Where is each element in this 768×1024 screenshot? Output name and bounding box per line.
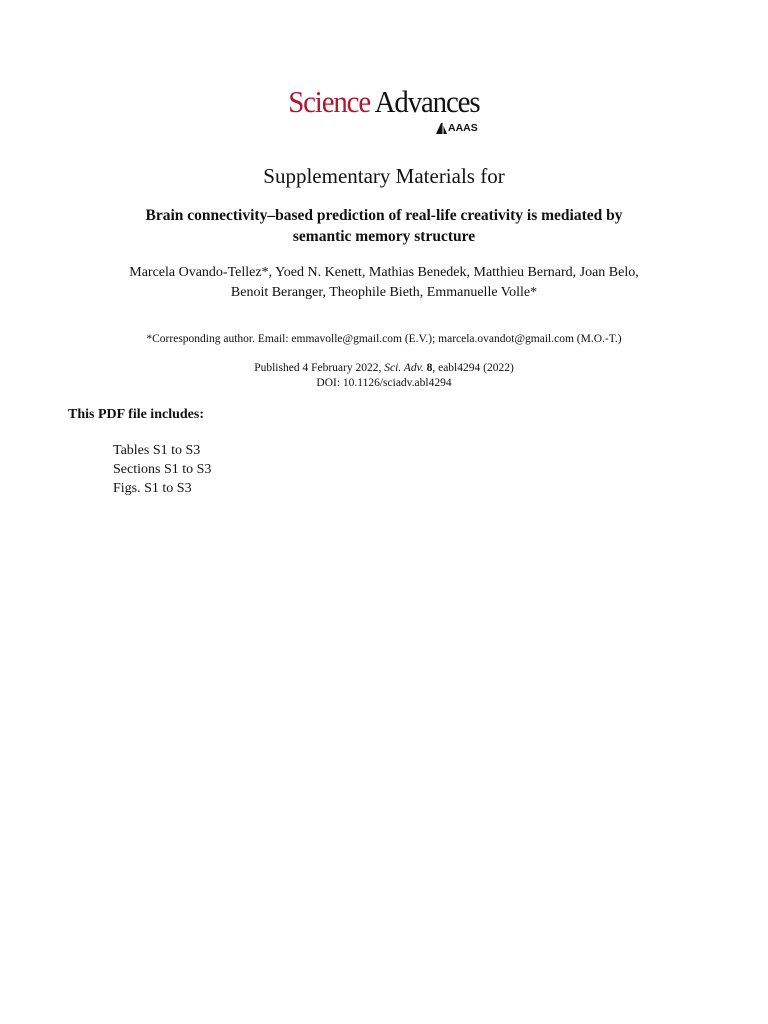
publication-line <box>0 361 768 376</box>
journal-logo <box>0 86 768 117</box>
author-list <box>0 263 768 302</box>
published-date: Published 4 February 2022, <box>254 362 385 374</box>
paper-title <box>0 205 768 247</box>
author-list-line-2: Benoit Beranger, Theophile Bieth, Emmanuelle Volle* <box>230 284 538 300</box>
includes-item: Sections S1 to S3 <box>113 462 212 477</box>
journal-volume: 8 <box>426 362 433 374</box>
paper-title-line-2: semantic memory structure <box>292 228 476 245</box>
paper-title-line-1: Brain connectivity–based prediction of real-life creativity is mediated by <box>145 207 623 224</box>
author-list-line-1: Marcela Ovando-Tellez*, Yoed N. Kenett, Mathias Benedek, Matthieu Bernard, Joan Belo, <box>129 265 639 280</box>
doi-line: DOI: 10.1126/sciadv.abl4294 <box>316 377 452 389</box>
supplementary-title: Supplementary Materials for <box>263 164 505 188</box>
journal-name-science: Science <box>288 84 371 119</box>
publisher-logo <box>436 123 478 134</box>
includes-list <box>113 441 211 498</box>
includes-item: Figs. S1 to S3 <box>113 481 192 496</box>
journal-name-advances: Advances <box>374 84 480 119</box>
aaas-mark-icon <box>436 123 447 134</box>
includes-item: Tables S1 to S3 <box>113 443 201 458</box>
publisher-name: AAAS <box>448 122 478 134</box>
article-id: , eabl4294 (2022) <box>432 362 514 374</box>
includes-heading: This PDF file includes: <box>68 407 204 422</box>
journal-abbrev: Sci. Adv. <box>384 362 424 374</box>
journal-name <box>288 86 479 117</box>
corresponding-author-note: *Corresponding author. Email: emmavolle@gmail.com (E.V.); marcela.ovandot@gmail.com (M.O.-T.) <box>146 333 622 345</box>
